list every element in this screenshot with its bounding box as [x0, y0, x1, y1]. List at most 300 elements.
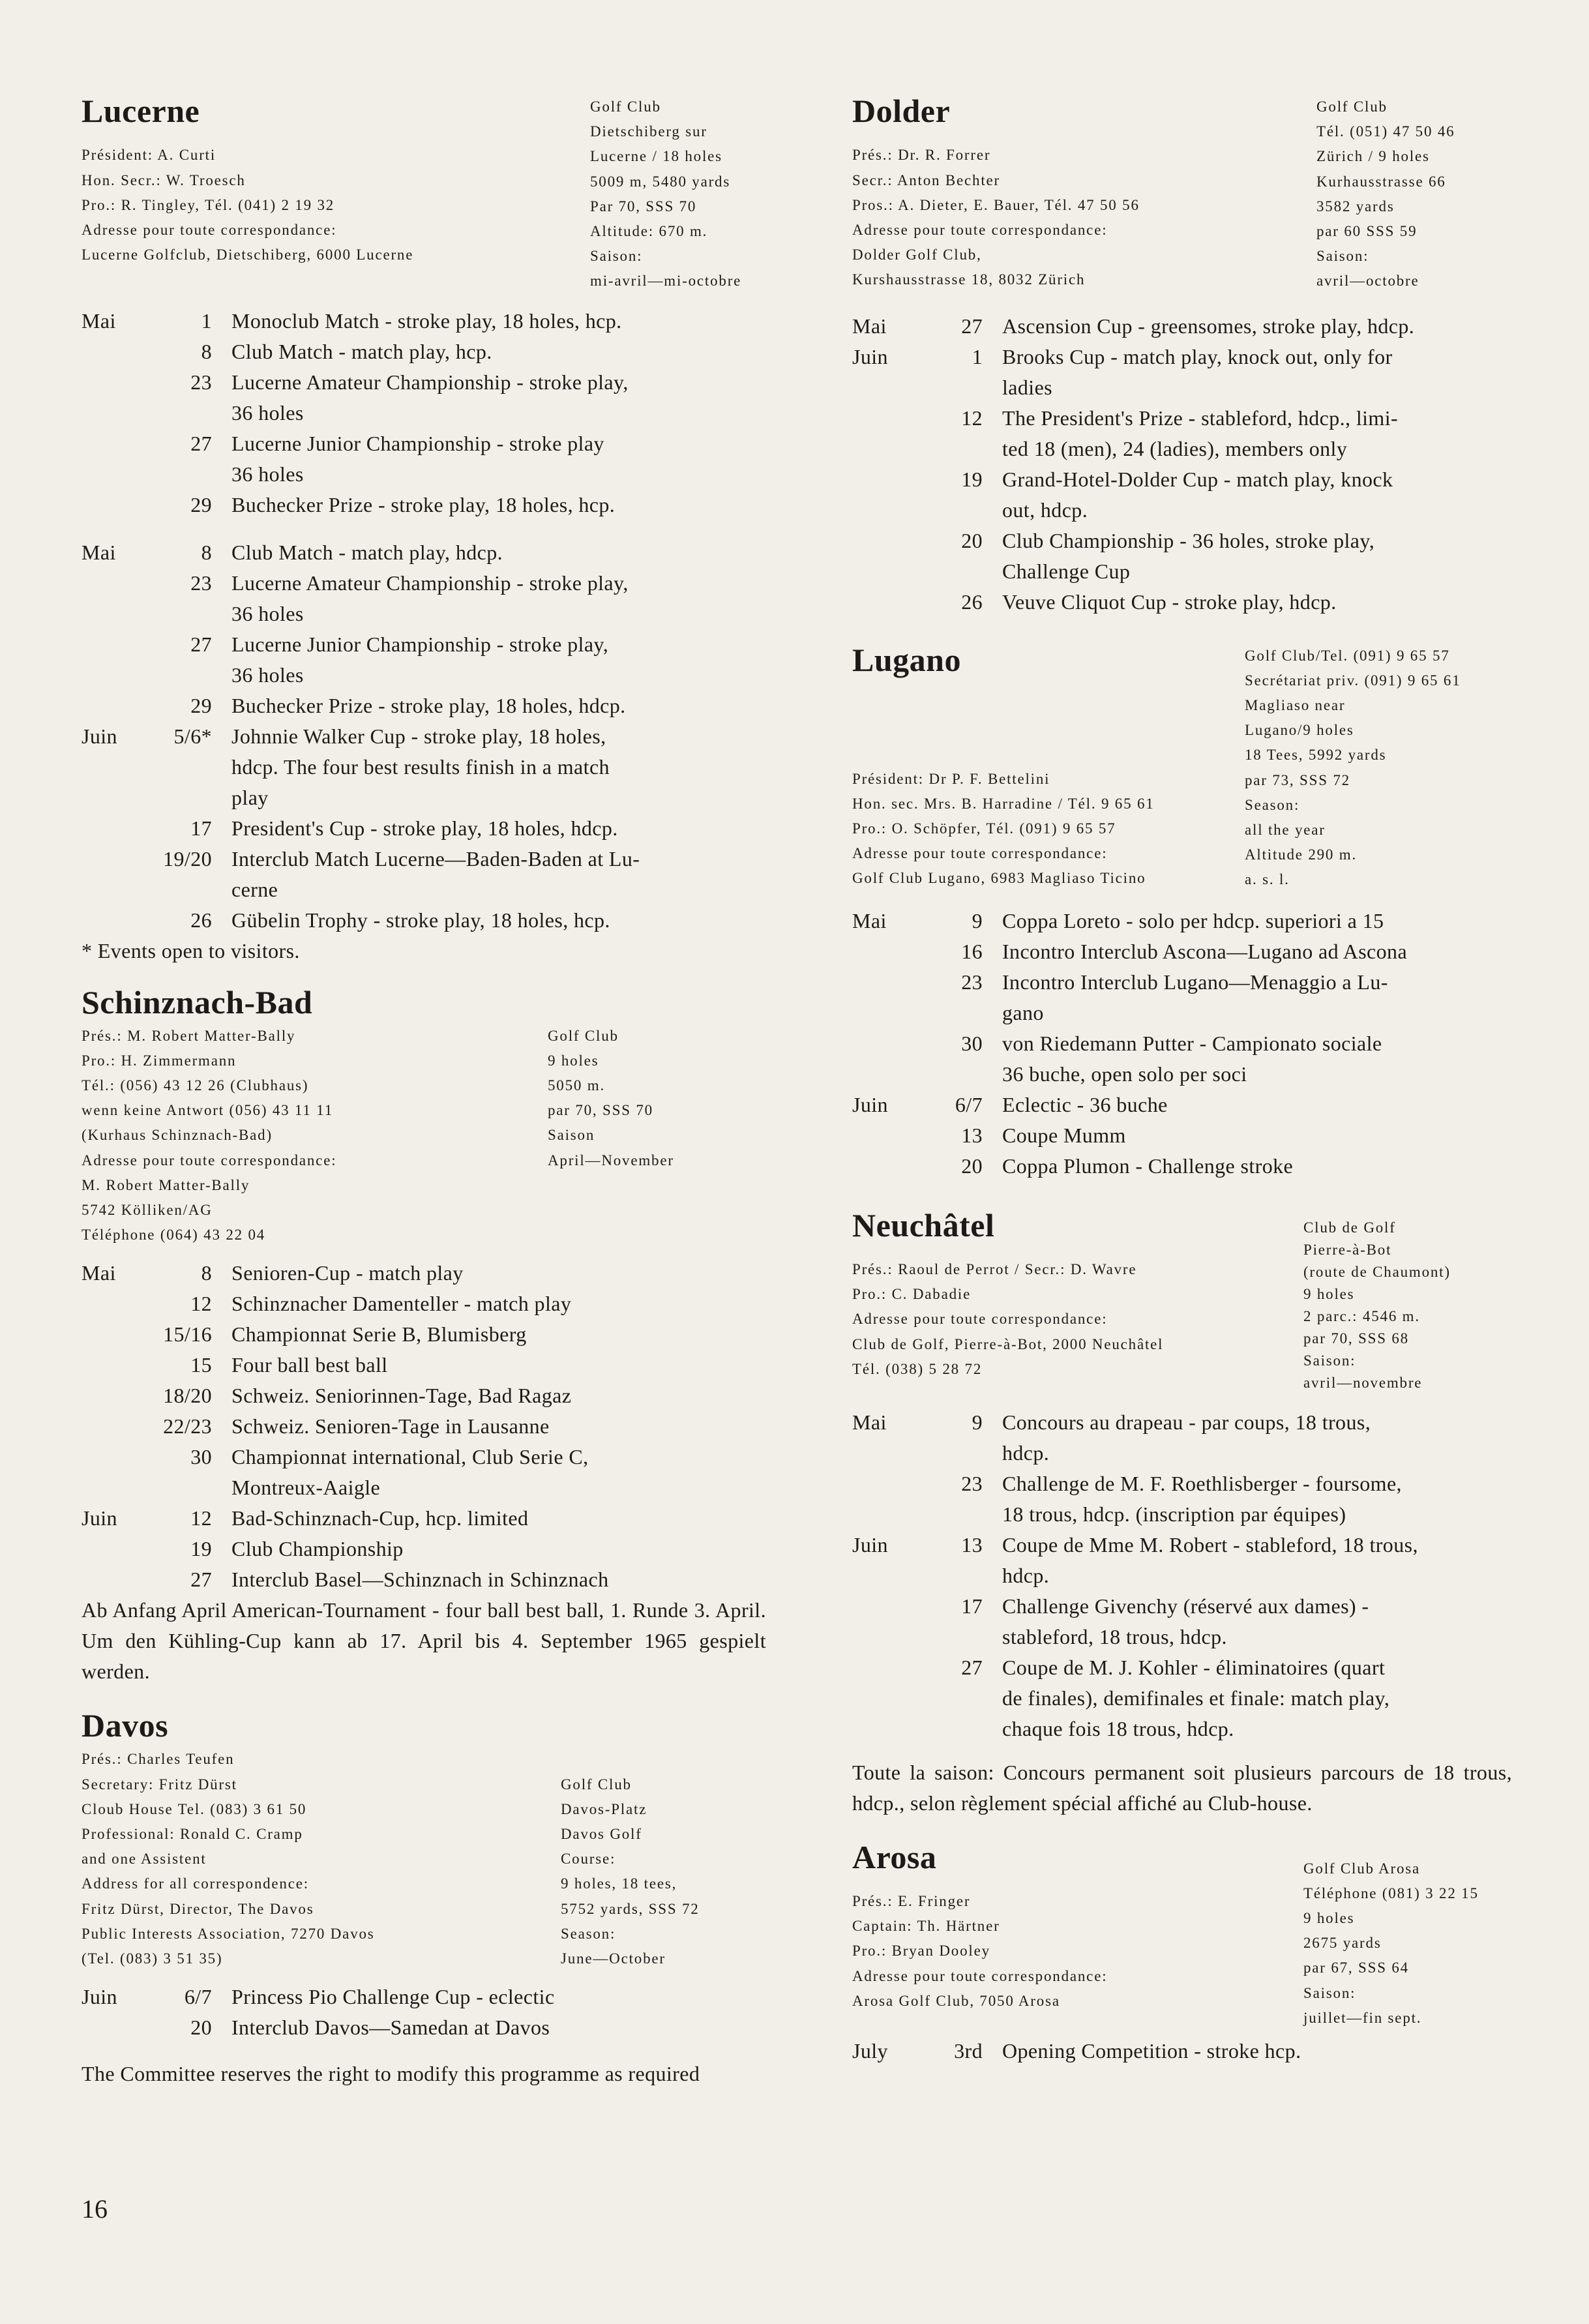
- info-line: par 70, SSS 68: [1303, 1330, 1409, 1347]
- info-line: Cloub House Tel. (083) 3 61 50: [82, 1800, 307, 1817]
- info-line: Altitude 290 m.: [1245, 846, 1358, 863]
- info-line: juillet—fin sept.: [1303, 2009, 1422, 2026]
- club-header: [82, 1747, 766, 1971]
- event-month: [82, 336, 153, 367]
- event-description: Four ball best ball: [231, 1353, 388, 1377]
- event-row: [852, 1560, 1512, 1591]
- event-row: [82, 336, 766, 367]
- event-month: Juin: [82, 724, 117, 748]
- event-row: [852, 403, 1512, 434]
- event-description: Lucerne Amateur Championship - stroke play,: [231, 571, 629, 595]
- event-description: Coupe de M. J. Kohler - éliminatoires (quart: [1002, 1655, 1386, 1679]
- event-description: Challenge Givenchy (réservé aux dames) -: [1002, 1594, 1369, 1618]
- info-line: 2675 yards: [1303, 1935, 1382, 1952]
- event-row: [852, 936, 1512, 967]
- event-description: Club Match - match play, hcp.: [231, 339, 492, 363]
- event-day: 3rd: [954, 2039, 983, 2063]
- event-month: [852, 1120, 924, 1151]
- info-line: Tél.: (056) 43 12 26 (Clubhaus): [82, 1077, 309, 1094]
- event-row: [852, 1407, 1512, 1438]
- info-line: par 73, SSS 72: [1245, 771, 1350, 788]
- event-month: [82, 691, 153, 721]
- event-row: [82, 752, 766, 782]
- club-title: Lugano: [852, 641, 961, 678]
- club-header: [82, 95, 766, 294]
- club-arosa: [852, 1838, 1512, 2066]
- event-month: [82, 1289, 153, 1319]
- event-row: [852, 967, 1512, 998]
- event-day: 23: [961, 1471, 983, 1495]
- event-row: [852, 1120, 1512, 1151]
- event-month: [852, 1468, 924, 1499]
- club-title: Arosa: [852, 1838, 937, 1875]
- info-line: Téléphone (081) 3 22 15: [1303, 1885, 1479, 1901]
- event-day: 19/20: [163, 846, 212, 871]
- event-row: [82, 844, 766, 874]
- event-month: [82, 2012, 153, 2043]
- club-contact-info: [82, 1024, 336, 1248]
- info-line: 5742 Kölliken/AG: [82, 1202, 213, 1219]
- info-line: Adresse pour toute correspondance:: [852, 1967, 1108, 1984]
- club-paragraph: Toute la saison: Concours permanent soit plusieurs parcours de 18 trous, hdcp., selon règlement spécial affiché au Club-house.: [852, 1760, 1512, 1815]
- event-row: [852, 1622, 1512, 1652]
- event-row: [82, 721, 766, 752]
- info-line: Season:: [561, 1925, 616, 1942]
- event-day: 26: [961, 589, 983, 614]
- info-line: Golf Club Arosa: [1303, 1860, 1421, 1877]
- event-description: Ascension Cup - greensomes, stroke play, hdcp.: [1002, 314, 1415, 338]
- event-row: [852, 1028, 1512, 1059]
- info-line: Prés.: Charles Teufen: [82, 1751, 235, 1768]
- info-line: (Kurhaus Schinznach-Bad): [82, 1127, 273, 1144]
- info-line: Pros.: A. Dieter, E. Bauer, Tél. 47 50 56: [852, 196, 1140, 213]
- info-line: Season:: [1245, 796, 1300, 813]
- club-dolder: [852, 95, 1512, 618]
- club-header: [852, 95, 1512, 294]
- event-row: [852, 2036, 1512, 2066]
- event-row: [82, 367, 766, 398]
- info-line: and one Assistent: [82, 1851, 207, 1868]
- info-line: par 67, SSS 64: [1303, 1959, 1409, 1976]
- event-month: Juin: [82, 1985, 117, 2009]
- event-row: [852, 1591, 1512, 1622]
- info-line: all the year: [1245, 822, 1326, 839]
- event-description: von Riedemann Putter - Campionato sociale: [1002, 1031, 1382, 1055]
- info-line: 3582 yards: [1316, 198, 1395, 215]
- info-line: 9 holes, 18 tees,: [561, 1875, 677, 1892]
- info-line: Dolder Golf Club,: [852, 246, 982, 263]
- event-description: ladies: [1002, 375, 1053, 399]
- event-description: hdcp.: [1002, 1440, 1050, 1465]
- event-month: [82, 752, 153, 782]
- event-day: 16: [961, 939, 983, 963]
- info-line: Golf Club: [561, 1776, 632, 1793]
- event-day: 8: [201, 1261, 212, 1285]
- event-description: Coupe de Mme M. Robert - stableford, 18 trous,: [1002, 1532, 1418, 1557]
- info-line: Club de Golf, Pierre-à-Bot, 2000 Neuchâtel: [852, 1335, 1164, 1352]
- info-line: Lucerne Golfclub, Dietschiberg, 6000 Lucerne: [82, 246, 414, 263]
- info-line: M. Robert Matter-Bally: [82, 1176, 250, 1193]
- event-row: [852, 1652, 1512, 1683]
- club-lucerne: [82, 95, 766, 966]
- event-row: [852, 1714, 1512, 1744]
- event-day: 26: [190, 908, 212, 932]
- event-description: Bad-Schinznach-Cup, hcp. limited: [231, 1506, 529, 1530]
- event-month: [82, 367, 153, 398]
- info-line: Lugano/9 holes: [1245, 722, 1354, 739]
- event-description: Championnat international, Club Serie C,: [231, 1445, 589, 1469]
- event-day: 29: [190, 492, 212, 516]
- event-description: 36 holes: [231, 400, 304, 425]
- event-month: [852, 1652, 924, 1683]
- event-month: [82, 1380, 153, 1411]
- info-line: Course:: [561, 1851, 616, 1868]
- event-day: 12: [961, 406, 983, 430]
- club-course-box: [1316, 95, 1512, 294]
- event-month: [852, 464, 924, 495]
- info-line: Altitude: 670 m.: [590, 223, 708, 240]
- event-row: [852, 1438, 1512, 1468]
- info-line: Golf Club: [590, 98, 661, 115]
- event-list: [82, 306, 766, 520]
- event-row: [82, 428, 766, 459]
- info-line: mi-avril—mi-octobre: [590, 273, 742, 290]
- event-month: [82, 459, 153, 490]
- event-row: [82, 1472, 766, 1503]
- info-line: 5009 m, 5480 yards: [590, 173, 731, 190]
- event-month: Mai: [82, 308, 116, 333]
- event-month: [82, 874, 153, 905]
- event-description: 36 holes: [231, 462, 304, 486]
- event-day: 27: [190, 1568, 212, 1592]
- event-description: President's Cup - stroke play, 18 holes, hdcp.: [231, 816, 618, 840]
- event-description: 36 holes: [231, 601, 304, 625]
- event-month: [852, 1560, 924, 1591]
- event-description: hdcp. The four best results finish in a match: [231, 754, 610, 779]
- event-month: Juin: [852, 1532, 888, 1557]
- event-description: stableford, 18 trous, hdcp.: [1002, 1624, 1227, 1648]
- info-line: Pro.: R. Tingley, Tél. (041) 2 19 32: [82, 196, 335, 213]
- club-title: Neuchâtel: [852, 1206, 995, 1244]
- event-day: [924, 556, 1002, 587]
- event-day: [153, 874, 231, 905]
- info-line: Golf Club: [548, 1027, 619, 1044]
- event-row: [852, 372, 1512, 403]
- event-month: [82, 428, 153, 459]
- info-line: Saison:: [1303, 1984, 1356, 2001]
- club-course-box: [548, 1024, 766, 1173]
- event-row: [82, 568, 766, 599]
- event-row: [82, 905, 766, 936]
- event-row: [852, 587, 1512, 618]
- event-row: [852, 434, 1512, 464]
- info-line: [852, 692, 1245, 717]
- event-row: [82, 459, 766, 490]
- info-line: Magliaso near: [1245, 697, 1346, 714]
- info-line: wenn keine Antwort (056) 43 11 11: [82, 1102, 334, 1119]
- club-title: Dolder: [852, 93, 951, 129]
- event-day: 15/16: [163, 1322, 212, 1347]
- event-day: 20: [961, 528, 983, 552]
- event-month: Mai: [852, 314, 887, 338]
- event-description: Monoclub Match - stroke play, 18 holes, hcp.: [231, 308, 622, 333]
- event-description: Lucerne Junior Championship - stroke play,: [231, 632, 609, 656]
- info-line: Secr.: Anton Bechter: [852, 171, 1000, 188]
- event-day: [924, 372, 1002, 403]
- info-line: Prés.: M. Robert Matter-Bally: [82, 1027, 296, 1044]
- event-list: [852, 311, 1512, 618]
- event-description: Coppa Plumon - Challenge stroke: [1002, 1154, 1294, 1178]
- club-course-box: [590, 95, 766, 294]
- event-day: [153, 398, 231, 428]
- info-line: Captain: Th. Härtner: [852, 1918, 1000, 1935]
- event-row: [852, 998, 1512, 1028]
- info-line: Tél. (038) 5 28 72: [852, 1360, 983, 1377]
- event-day: 27: [190, 632, 212, 656]
- event-row: [852, 311, 1512, 342]
- event-day: [924, 495, 1002, 526]
- event-day: 23: [961, 970, 983, 994]
- event-month: Mai: [852, 908, 887, 932]
- event-row: [82, 306, 766, 336]
- event-month: [82, 1534, 153, 1564]
- club-contact-info: [82, 1747, 375, 1971]
- event-day: 19: [961, 467, 983, 491]
- event-row: [82, 1564, 766, 1595]
- event-description: 18 trous, hdcp. (inscription par équipes): [1002, 1502, 1346, 1526]
- event-month: Juin: [82, 1506, 117, 1530]
- event-day: 9: [972, 908, 983, 932]
- event-month: Mai: [852, 1410, 887, 1434]
- event-description: Senioren-Cup - match play: [231, 1261, 464, 1285]
- info-line: [561, 1747, 766, 1772]
- event-list: [82, 1258, 766, 1595]
- event-row: [852, 464, 1512, 495]
- info-line: 2 parc.: 4546 m.: [1303, 1307, 1420, 1324]
- info-line: Pierre-à-Bot: [1303, 1241, 1392, 1258]
- info-line: Hon. sec. Mrs. B. Harradine / Tél. 9 65 61: [852, 795, 1155, 812]
- event-list: [852, 906, 1512, 1182]
- event-month: [852, 556, 924, 587]
- event-month: [82, 1442, 153, 1472]
- event-row: [852, 1151, 1512, 1182]
- event-day: [924, 434, 1002, 464]
- event-row: [852, 1468, 1512, 1499]
- club-lugano: [852, 641, 1512, 1182]
- club-course-box: [1245, 644, 1512, 893]
- info-line: avril—novembre: [1303, 1374, 1423, 1391]
- event-description: Buchecker Prize - stroke play, 18 holes, hdcp.: [231, 693, 626, 717]
- info-line: Kurshausstrasse 18, 8032 Zürich: [852, 271, 1086, 288]
- event-day: 27: [961, 314, 983, 338]
- info-line: Golf Club: [1316, 98, 1388, 115]
- event-description: Coppa Loreto - solo per hdcp. superiori a 15: [1002, 908, 1384, 932]
- club-header: [852, 1206, 1512, 1394]
- info-line: Hon. Secr.: W. Troesch: [82, 171, 246, 188]
- event-row: [82, 599, 766, 629]
- info-line: a. s. l.: [1245, 871, 1290, 888]
- info-line: Par 70, SSS 70: [590, 198, 697, 215]
- info-line: Adresse pour toute correspondance:: [82, 222, 337, 239]
- event-description: de finales), demifinales et finale: match play,: [1002, 1686, 1390, 1710]
- info-line: Adresse pour toute correspondance:: [852, 222, 1108, 239]
- event-row: [82, 537, 766, 568]
- event-day: [924, 1059, 1002, 1090]
- event-day: [924, 1438, 1002, 1468]
- event-month: [82, 398, 153, 428]
- event-description: Incontro Interclub Lugano—Menaggio a Lu-: [1002, 970, 1388, 994]
- event-month: Mai: [82, 540, 116, 564]
- event-day: 19: [190, 1537, 212, 1561]
- club-course-box: [561, 1747, 766, 1971]
- event-list: [82, 537, 766, 936]
- event-description: Buchecker Prize - stroke play, 18 holes, hcp.: [231, 492, 616, 516]
- info-line: Prés.: Dr. R. Forrer: [852, 147, 991, 164]
- event-row: [82, 1289, 766, 1319]
- event-description: Challenge de M. F. Roethlisberger - foursome,: [1002, 1471, 1402, 1495]
- event-row: [82, 1442, 766, 1472]
- event-row: [82, 1411, 766, 1442]
- event-day: 27: [961, 1655, 983, 1679]
- event-month: [82, 1411, 153, 1442]
- event-month: [82, 1472, 153, 1503]
- event-description: out, hdcp.: [1002, 498, 1088, 522]
- info-line: 5752 yards, SSS 72: [561, 1900, 700, 1917]
- event-month: [852, 526, 924, 556]
- info-line: Président: Dr P. F. Bettelini: [852, 770, 1050, 787]
- info-line: Public Interests Association, 7270 Davos: [82, 1925, 375, 1942]
- event-day: [924, 1714, 1002, 1744]
- info-line: 9 holes: [1303, 1285, 1355, 1302]
- info-line: Prés.: E. Fringer: [852, 1893, 971, 1910]
- event-day: [153, 660, 231, 691]
- event-list: [82, 1982, 766, 2043]
- event-description: Grand-Hotel-Dolder Cup - match play, knock: [1002, 467, 1393, 491]
- event-description: Johnnie Walker Cup - stroke play, 18 holes,: [231, 724, 606, 748]
- info-line: Adresse pour toute correspondance:: [852, 1311, 1108, 1328]
- event-day: [153, 459, 231, 490]
- event-description: Interclub Davos—Samedan at Davos: [231, 2016, 550, 2040]
- event-day: 15: [190, 1353, 212, 1377]
- info-line: (route de Chaumont): [1303, 1263, 1451, 1280]
- info-line: par 70, SSS 70: [548, 1102, 653, 1119]
- event-day: 6/7: [955, 1092, 983, 1116]
- event-day: 30: [190, 1445, 212, 1469]
- event-month: [852, 1059, 924, 1090]
- event-description: Princess Pio Challenge Cup - eclectic: [231, 1985, 555, 2009]
- event-row: [82, 1534, 766, 1564]
- event-row: [852, 1059, 1512, 1090]
- info-line: Address for all correspondence:: [82, 1875, 309, 1892]
- club-header: [852, 1838, 1512, 2031]
- club-header: [852, 641, 1512, 893]
- event-month: [852, 998, 924, 1028]
- event-month: [852, 403, 924, 434]
- event-description: Gübelin Trophy - stroke play, 18 holes, hcp.: [231, 908, 610, 932]
- event-description: Veuve Cliquot Cup - stroke play, hdcp.: [1002, 589, 1337, 614]
- event-row: [82, 874, 766, 905]
- info-line: Saison:: [1303, 1352, 1356, 1369]
- info-line: Club de Golf: [1303, 1219, 1396, 1236]
- event-day: [924, 1560, 1002, 1591]
- event-day: [924, 1499, 1002, 1530]
- left-column: [82, 95, 766, 2089]
- right-column: [852, 95, 1512, 2066]
- club-header: [82, 1024, 766, 1248]
- event-description: Club Championship: [231, 1537, 404, 1561]
- event-row: [852, 556, 1512, 587]
- event-row: [82, 691, 766, 721]
- event-description: Challenge Cup: [1002, 559, 1131, 583]
- club-contact-info: [852, 642, 1245, 891]
- event-day: 18/20: [163, 1384, 212, 1408]
- club-title: Schinznach-Bad: [82, 983, 313, 1020]
- event-list: [852, 1407, 1512, 1744]
- event-month: July: [852, 2039, 888, 2063]
- page-number: 16: [82, 2194, 108, 2224]
- event-month: Mai: [82, 1261, 116, 1285]
- event-row: [82, 1982, 766, 2012]
- event-day: 30: [961, 1031, 983, 1055]
- info-line: Téléphone (064) 43 22 04: [82, 1227, 266, 1244]
- info-line: Golf Club/Tel. (091) 9 65 57: [1245, 647, 1450, 664]
- info-line: (Tel. (083) 3 51 35): [82, 1950, 223, 1967]
- event-day: 8: [201, 339, 212, 363]
- event-month: [852, 372, 924, 403]
- info-line: Lucerne / 18 holes: [590, 148, 722, 165]
- event-month: [852, 1622, 924, 1652]
- event-day: [153, 1472, 231, 1503]
- info-line: Zürich / 9 holes: [1316, 148, 1430, 165]
- info-line: [852, 717, 1245, 741]
- club-schinznach-bad: [82, 983, 766, 1688]
- info-line: Dietschiberg sur: [590, 123, 707, 140]
- event-month: [852, 1499, 924, 1530]
- event-month: [852, 1591, 924, 1622]
- event-day: [924, 1683, 1002, 1714]
- event-description: The President's Prize - stableford, hdcp., limi-: [1002, 406, 1399, 430]
- club-course-box: [1303, 1841, 1512, 2031]
- event-month: Juin: [852, 1092, 888, 1116]
- event-row: [82, 813, 766, 844]
- event-row: [82, 1319, 766, 1350]
- event-month: [82, 813, 153, 844]
- event-description: Schweiz. Senioren-Tage in Lausanne: [231, 1414, 550, 1438]
- info-line: Davos Golf: [561, 1826, 642, 1843]
- info-line: 9 holes: [1303, 1910, 1355, 1927]
- info-line: Golf Club Lugano, 6983 Magliaso Ticino: [852, 870, 1146, 887]
- event-row: [82, 1503, 766, 1534]
- info-line: Pro.: C. Dabadie: [852, 1286, 972, 1303]
- info-line: Fritz Dürst, Director, The Davos: [82, 1900, 314, 1917]
- event-row: [852, 342, 1512, 372]
- info-line: par 60 SSS 59: [1316, 223, 1418, 240]
- event-day: 22/23: [163, 1414, 212, 1438]
- event-description: Montreux-Aaigle: [231, 1476, 381, 1500]
- event-day: 20: [190, 2016, 212, 2040]
- info-line: April—November: [548, 1152, 674, 1169]
- event-day: 5/6*: [173, 724, 212, 748]
- event-description: cerne: [231, 877, 278, 901]
- event-month: [852, 1438, 924, 1468]
- event-month: [852, 495, 924, 526]
- event-day: [153, 752, 231, 782]
- info-line: Tél. (051) 47 50 46: [1316, 123, 1455, 140]
- club-neuchatel: [852, 1206, 1512, 1819]
- visitors-note: * Events open to visitors.: [82, 938, 300, 962]
- info-line: Saison: [548, 1127, 595, 1144]
- event-day: 13: [961, 1123, 983, 1147]
